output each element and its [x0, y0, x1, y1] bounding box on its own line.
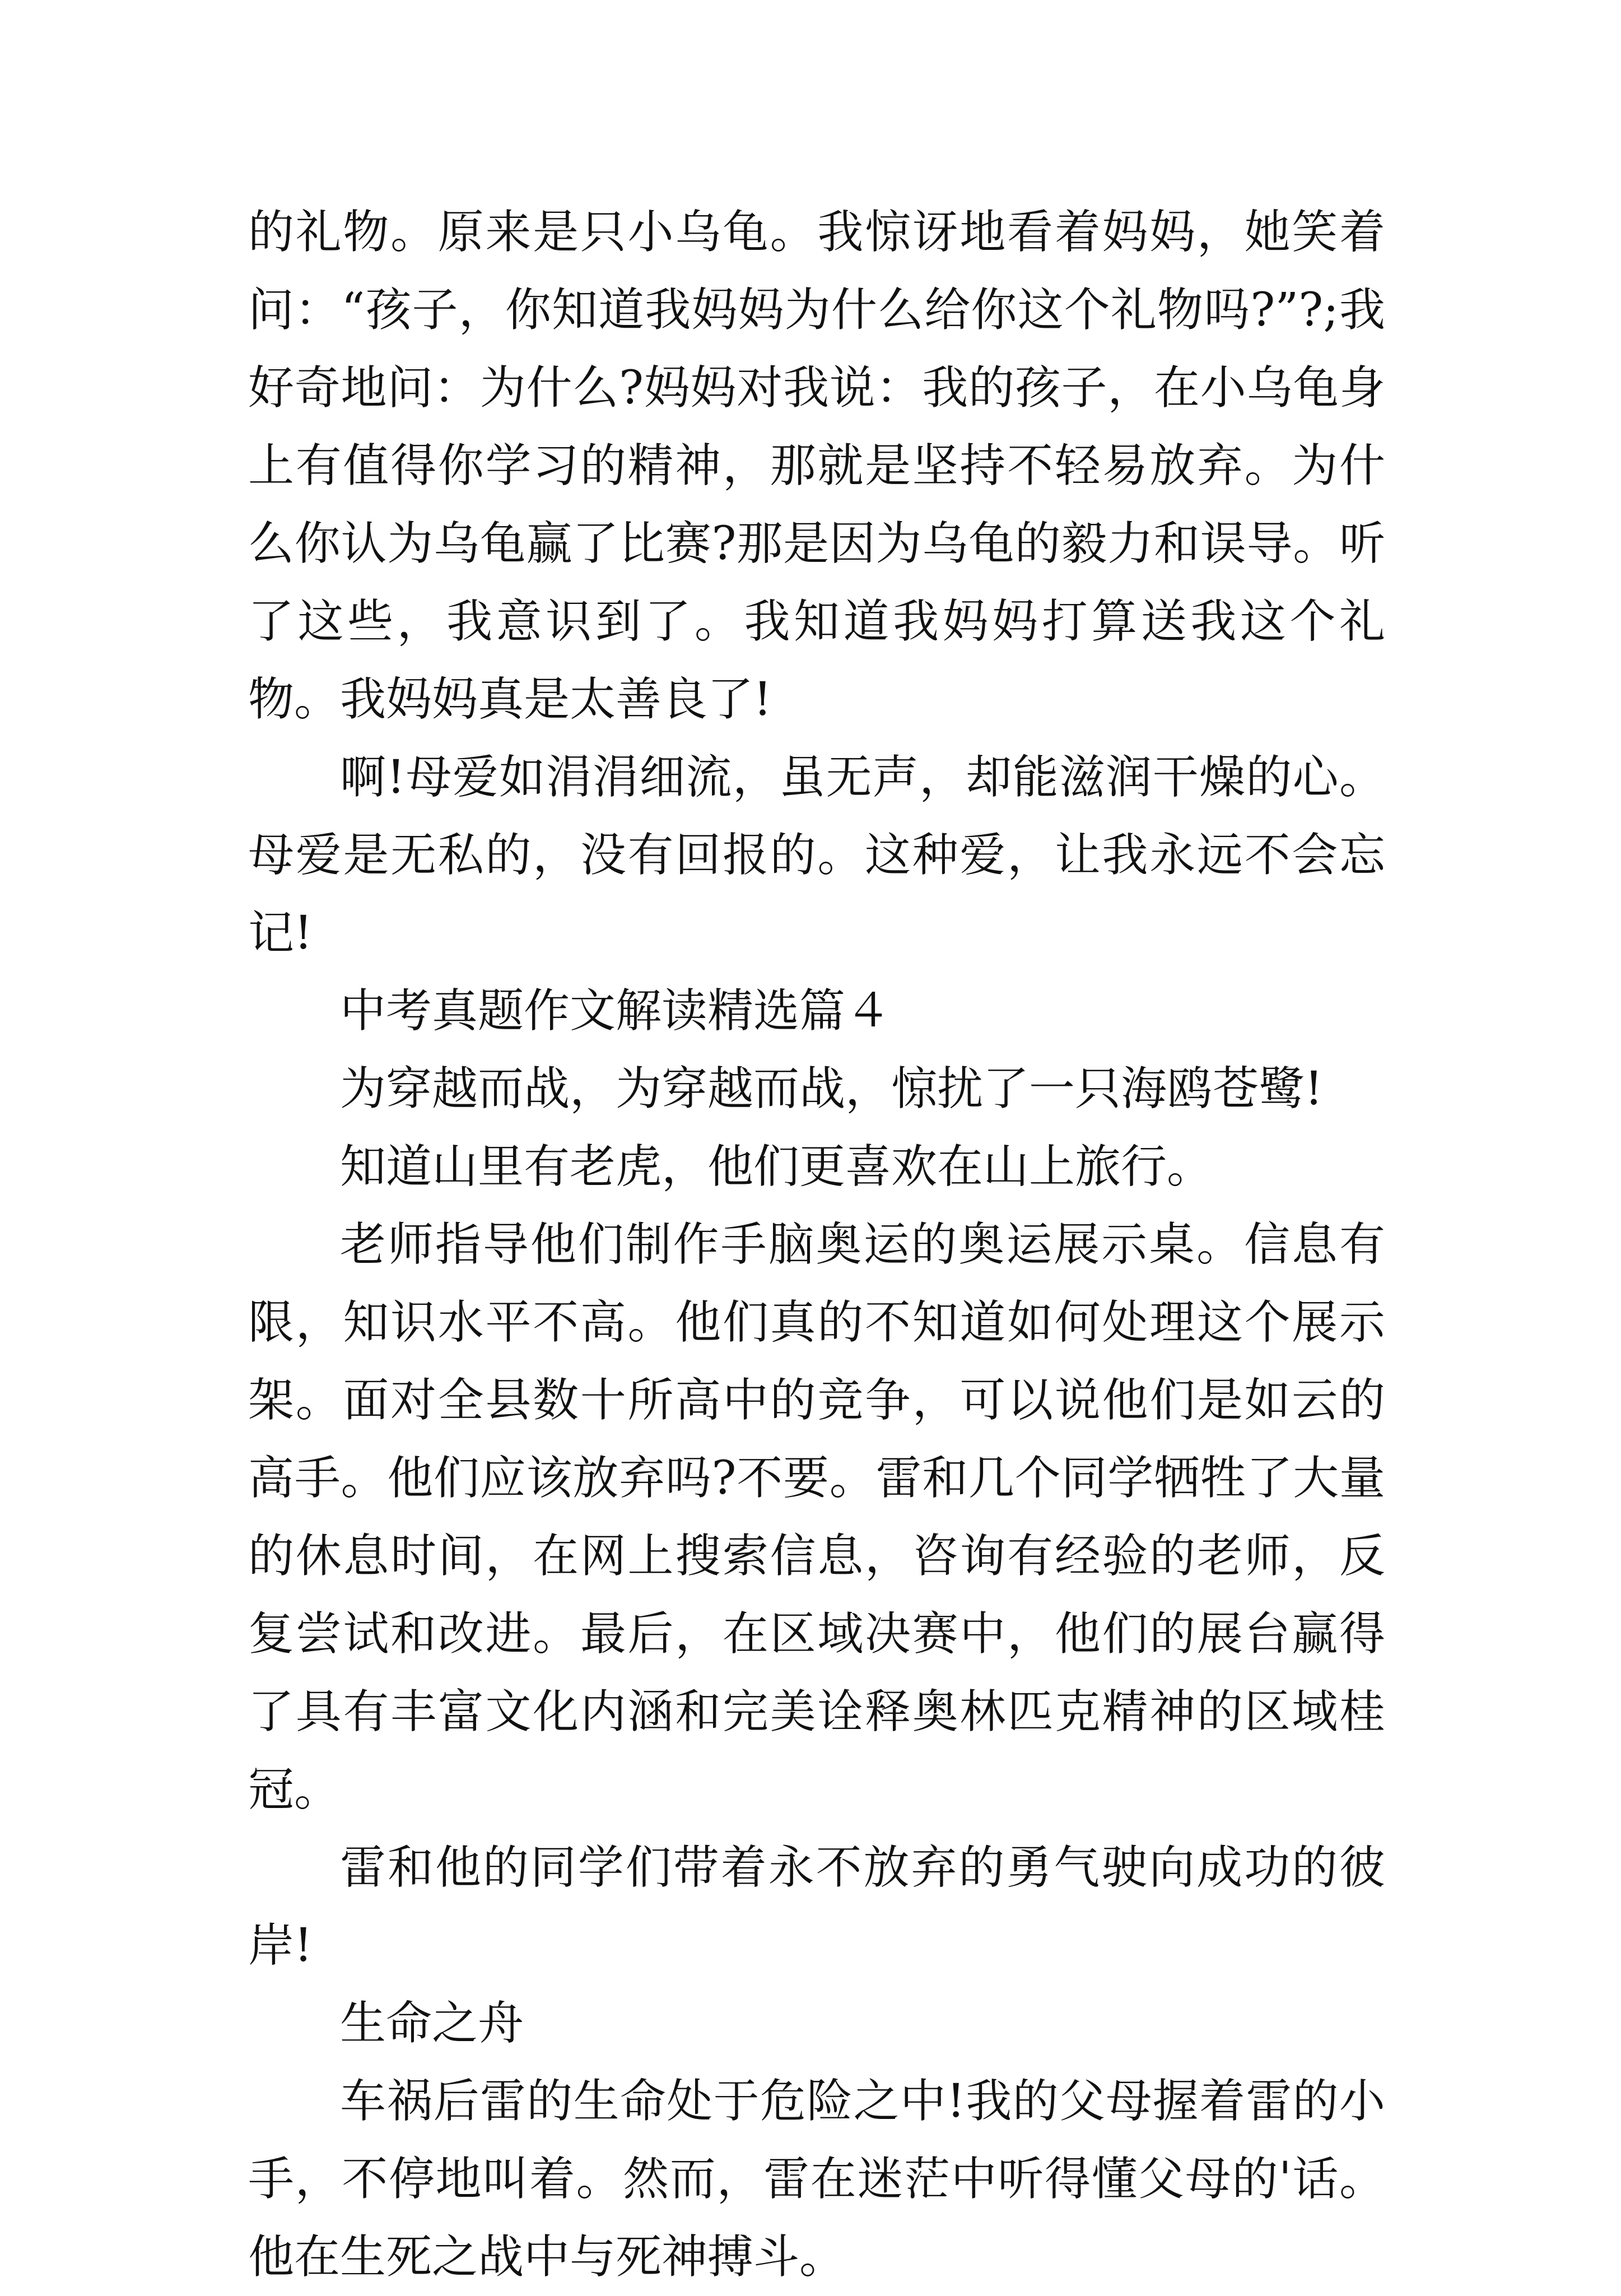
paragraph-1: 的礼物。原来是只小乌龟。我惊讶地看着妈妈，她笑着问：“孩子，你知道我妈妈为什么给你这个礼物吗?”?;我好奇地问：为什么?妈妈对我说：我的孩子，在小乌龟身上有值得你学习的精神，那就是坚持不轻易放弃。为什么你认为乌龟赢了比赛?那是因为乌龟的毅力和误导。听了这些，我意识到了。我知道我妈妈打算送我这个礼物。我妈妈真是太善良了! — [248, 206, 1385, 726]
document-body — [248, 193, 1385, 2296]
paragraph-2: 啊!母爱如涓涓细流，虽无声，却能滋润干燥的心。母爱是无私的，没有回报的。这种爱，让我永远不会忘记! — [248, 751, 1385, 960]
paragraph-7: 车祸后雷的生命处于危险之中!我的父母握着雷的小手，不停地叫着。然而，雷在迷茫中听得懂父母的'话。他在生死之战中与死神搏斗。 — [248, 2075, 1385, 2284]
section-heading-4: 中考真题作文解读精选篇４ — [340, 984, 892, 1038]
subheading-life-boat: 生命之舟 — [340, 1997, 524, 2050]
paragraph-6: 雷和他的同学们带着永不放弃的勇气驶向成功的彼岸! — [248, 1841, 1385, 1972]
paragraph-4: 知道山里有老虎，他们更喜欢在山上旅行。 — [340, 1140, 1213, 1193]
paragraph-3: 为穿越而战，为穿越而战，惊扰了一只海鸥苍鹭! — [340, 1062, 1323, 1116]
paragraph-5: 老师指导他们制作手脑奥运的奥运展示桌。信息有限，知识水平不高。他们真的不知道如何处理这个展示架。面对全县数十所高中的竞争，可以说他们是如云的高手。他们应该放弃吗?不要。雷和几个同学牺牲了大量的休息时间，在网上搜索信息，咨询有经验的老师，反复尝试和改进。最后，在区域决赛中，他们的展台赢得了具有丰富文化内涵和完美诠释奥林匹克精神的区域桂冠。 — [248, 1218, 1385, 1816]
